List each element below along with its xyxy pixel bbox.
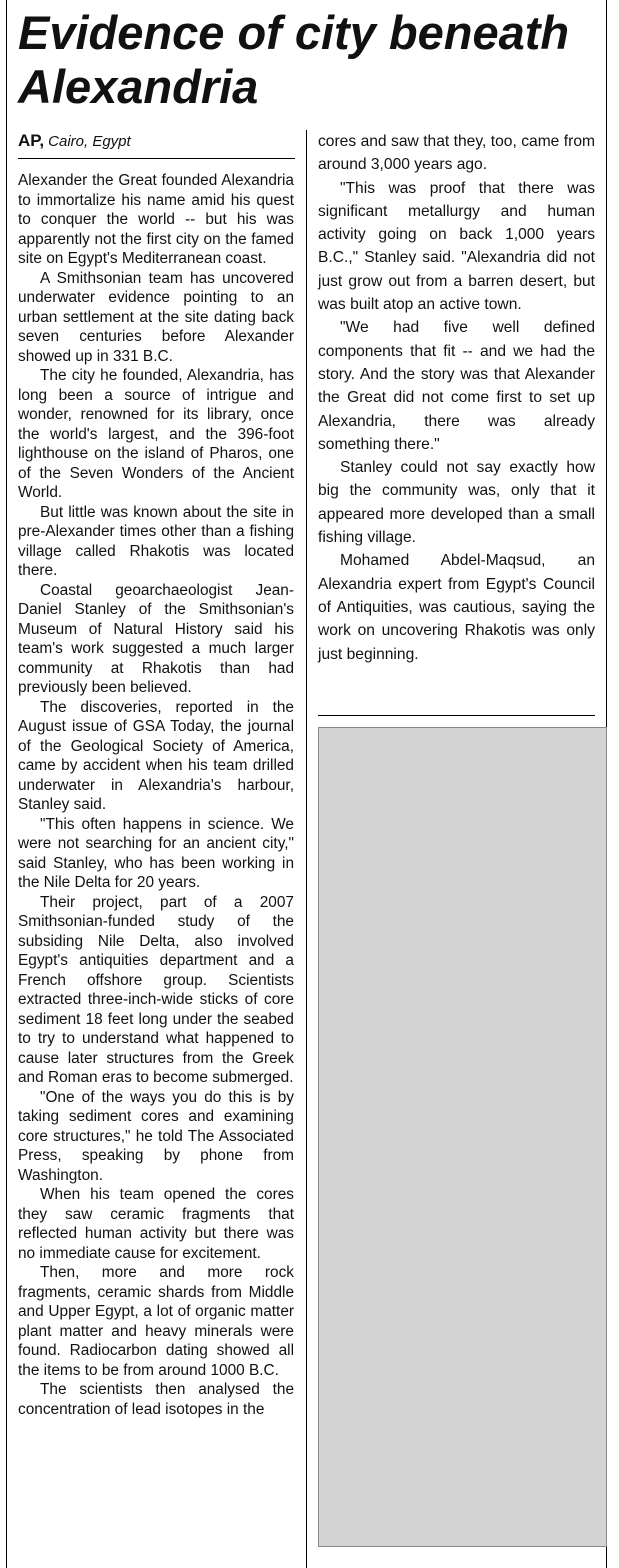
article-headline: Evidence of city beneath Alexandria: [18, 6, 570, 113]
article-end-rule: [318, 715, 595, 716]
paragraph: But little was known about the site in pre-Alexander times other than a fishing village called Rhakotis was located there.: [18, 503, 294, 579]
paragraph: Coastal geoarchaeologist Jean-Daniel Stanley of the Smithsonian's Museum of Natural History said his team's work suggested a much larger community at Rhakotis than had previously been believed.: [18, 581, 294, 696]
paragraph: When his team opened the cores they saw ceramic fragments that reflected human activity but there was no immediate cause for excitement.: [18, 1186, 294, 1262]
paragraph: Mohamed Abdel-Maqsud, an Alexandria expert from Egypt's Council of Antiquities, was cautious, saying the work on uncovering Rhakotis was only just beginning.: [318, 552, 595, 663]
paragraph: Alexander the Great founded Alexandria to immortalize his name amid his quest to conquer the world -- but his was apparently not the first city on the famed site on Egypt's Mediterranean coast.: [18, 172, 294, 267]
byline-agency: AP,: [18, 131, 45, 150]
paragraph: cores and saw that they, too, came from around 3,000 years ago.: [318, 133, 595, 174]
paragraph: Their project, part of a 2007 Smithsonian-funded study of the subsiding Nile Delta, also involved Egypt's antiquities department and a French offshore group. Scientists extracted three-inch-wide sticks of core sediment 18 feet long under the seabed to try to understand what happened to cause later structures from the Greek and Roman eras to become submerged.: [18, 893, 294, 1086]
paragraph: A Smithsonian team has uncovered underwater evidence pointing to an urban settlement at the site dating back seven centuries before Alexander showed up in 331 B.C.: [18, 269, 294, 365]
article-column-right: [318, 130, 595, 666]
paragraph: The city he founded, Alexandria, has long been a source of intrigue and wonder, renowned for its library, once the world's largest, and the 396-foot lighthouse on the island of Pharos, one of the Seven Wonders of the Ancient World.: [18, 367, 294, 501]
page-border-left: [6, 0, 7, 1568]
byline-rule: [18, 158, 295, 159]
column-divider: [306, 130, 307, 1568]
paragraph: Then, more and more rock fragments, ceramic shards from Middle and Upper Egypt, a lot of organic matter plant matter and heavy minerals were found. Radiocarbon dating showed all the items to be from around 1000 B.C.: [18, 1264, 294, 1379]
byline: [18, 131, 298, 152]
byline-location: Cairo, Egypt: [48, 133, 131, 150]
blank-ad-space: [318, 727, 607, 1547]
article-column-left: [18, 171, 294, 1419]
paragraph: "This was proof that there was significant metallurgy and human activity going on back 1,000 years B.C.," Stanley said. "Alexandria did not just grow out from a barren desert, but was built atop an active town.: [318, 179, 595, 314]
paragraph: Stanley could not say exactly how big the community was, only that it appeared more developed than a small fishing village.: [318, 459, 595, 547]
paragraph: "This often happens in science. We were not searching for an ancient city," said Stanley, who has been working in the Nile Delta for 20 years.: [18, 815, 294, 891]
paragraph: "We had five well defined components that fit -- and we had the story. And the story was that Alexander the Great did not come first to set up Alexandria, there was already something there.": [318, 319, 595, 453]
paragraph: The discoveries, reported in the August issue of GSA Today, the journal of the Geological Society of America, came by accident when his team drilled underwater in Alexandria's harbour, Stanley said.: [18, 698, 294, 813]
paragraph: "One of the ways you do this is by taking sediment cores and examining core structures," he told The Associated Press, speaking by phone from Washington.: [18, 1088, 294, 1184]
paragraph: The scientists then analysed the concentration of lead isotopes in the: [18, 1381, 294, 1418]
